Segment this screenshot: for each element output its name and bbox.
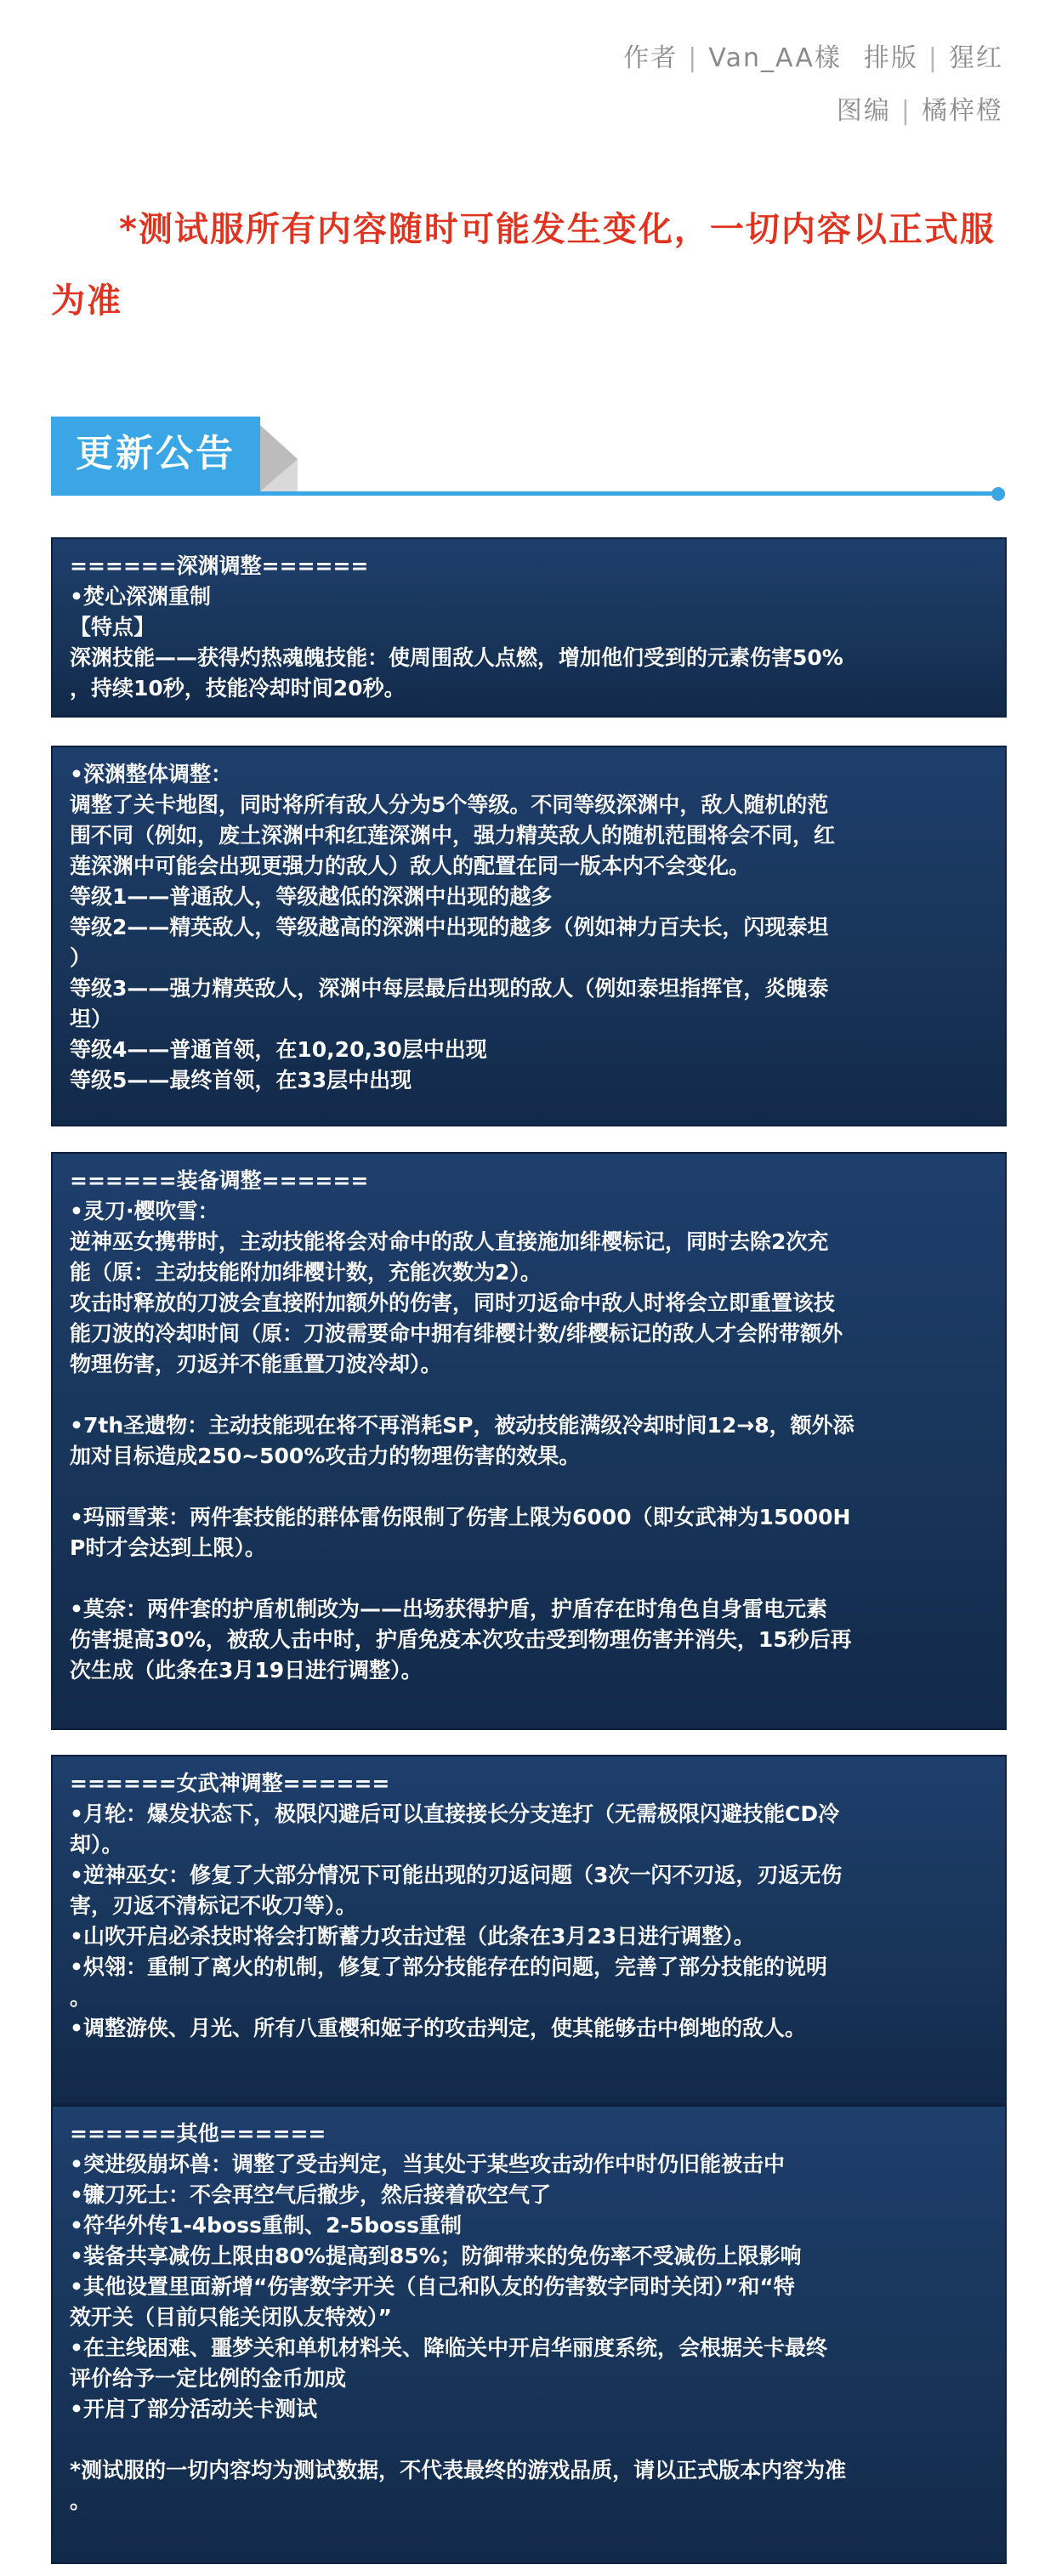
panel-line: •在主线困难、噩梦关和单机材料关、降临关中开启华丽度系统，会根据关卡最终 xyxy=(70,2335,827,2360)
panel-line: 评价给予一定比例的金币加成 xyxy=(70,2366,347,2391)
panel-line: 攻击时释放的刀波会直接附加额外的伤害，同时刃返命中敌人时将会立即重置该技 xyxy=(70,1291,836,1315)
panel-line: 调整了关卡地图，同时将所有敌人分为5个等级。不同等级深渊中，敌人随机的范 xyxy=(70,792,829,817)
panel-line: 次生成（此条在3月19日进行调整）。 xyxy=(70,1658,423,1682)
section-divider xyxy=(51,491,995,496)
panel-line: •焚心深渊重制 xyxy=(70,584,211,609)
panel-line: •深渊整体调整： xyxy=(70,762,232,786)
panel-line: 莲深渊中可能会出现更强力的敌人）敌人的配置在同一版本内不会变化。 xyxy=(70,854,751,878)
panel-line: 效开关（目前只能关闭队友特效）” xyxy=(70,2305,392,2329)
panel-line: 逆神巫女携带时，主动技能将会对命中的敌人直接施加绯樱标记，同时去除2次充 xyxy=(70,1229,829,1254)
panel-line: ，持续10秒，技能冷却时间20秒。 xyxy=(70,676,406,701)
section-title: 更新公告 xyxy=(51,417,260,491)
panel-line: •调整游侠、月光、所有八重樱和姬子的攻击判定，使其能够击中倒地的敌人。 xyxy=(70,2016,806,2040)
other-adjustment-panel xyxy=(51,2105,1007,2564)
valkyrie-adjustment-panel xyxy=(51,1755,1007,2105)
panel-line: •7th圣遗物：主动技能现在将不再消耗SP，被动技能满级冷却时间12→8，额外添 xyxy=(70,1413,854,1438)
test-server-notice: *测试服所有内容随时可能发生变化，一切内容以正式服为准 xyxy=(51,210,996,321)
abyss-adjustment-panel xyxy=(51,537,1007,718)
panel-line: ======深渊调整====== xyxy=(70,553,369,578)
panel-line: 等级3——强力精英敌人，深渊中每层最后出现的敌人（例如泰坦指挥官，炎魄泰 xyxy=(70,976,829,1001)
panel-line: 坦） xyxy=(70,1007,113,1031)
panel-line: 【特点】 xyxy=(70,615,156,639)
credit-separator: | xyxy=(688,43,699,73)
abyss-overall-panel xyxy=(51,746,1007,1126)
layout-label: 排版 xyxy=(863,43,918,73)
panel-line: 等级4——普通首领，在10,20,30层中出现 xyxy=(70,1037,487,1062)
panel-line: •逆神巫女：修复了大部分情况下可能出现的刃返问题（3次一闪不刃返，刃返无伤 xyxy=(70,1863,843,1887)
credits-line-1 xyxy=(623,32,1003,85)
blank-line xyxy=(70,1563,990,1594)
panel-line: 伤害提高30%，被敌人击中时，护盾免疫本次攻击受到物理伤害并消失，15秒后再 xyxy=(70,1627,852,1652)
panel-line: 。 xyxy=(70,2488,92,2513)
panel-line: *测试服的一切内容均为测试数据，不代表最终的游戏品质，请以正式版本内容为准 xyxy=(70,2458,847,2482)
panel-line: ） xyxy=(70,945,92,970)
panel-line: ======其他====== xyxy=(70,2121,326,2146)
tab-fold-decoration xyxy=(260,425,298,491)
panel-line: •开启了部分活动关卡测试 xyxy=(70,2397,317,2421)
image-editor-name: 橘梓橙 xyxy=(922,96,1003,126)
panel-line: •灵刀·樱吹雪： xyxy=(70,1199,219,1223)
panel-line: •莫奈：两件套的护盾机制改为——出场获得护盾，护盾存在时角色自身雷电元素 xyxy=(70,1597,827,1621)
image-label: 图编 xyxy=(836,96,891,126)
panel-line: 等级2——精英敌人，等级越高的深渊中出现的越多（例如神力百夫长，闪现泰坦 xyxy=(70,915,829,939)
panel-line: P时才会达到上限）。 xyxy=(70,1535,266,1560)
panel-line: 围不同（例如，废土深渊中和红莲深渊中，强力精英敌人的随机范围将会不同，红 xyxy=(70,823,836,848)
panel-line: 却）。 xyxy=(70,1832,123,1857)
blank-line xyxy=(70,1472,990,1502)
panel-line: •突进级崩坏兽：调整了受击判定，当其处于某些攻击动作中时仍旧能被击中 xyxy=(70,2152,785,2176)
panel-line: 害，刃返不清标记不收刀等）。 xyxy=(70,1893,357,1918)
credit-separator: | xyxy=(900,96,911,126)
panel-line: 物理伤害，刃返并不能重置刀波冷却）。 xyxy=(70,1352,442,1376)
panel-line: 深渊技能——获得灼热魂魄技能：使周围敌人点燃，增加他们受到的元素伤害50% xyxy=(70,645,843,670)
panel-line: 等级5——最终首领，在33层中出现 xyxy=(70,1068,412,1092)
layout-name: 猩红 xyxy=(949,43,1003,73)
author-name: Van_AA樣 xyxy=(708,43,842,73)
panel-line: 加对目标造成250~500%攻击力的物理伤害的效果。 xyxy=(70,1444,581,1468)
panel-line: •装备共享减伤上限由80%提高到85%；防御带来的免伤率不受减伤上限影响 xyxy=(70,2244,802,2268)
credits xyxy=(623,32,1003,138)
panel-line: •其他设置里面新增“伤害数字开关（自己和队友的伤害数字同时关闭）”和“特 xyxy=(70,2274,795,2299)
panel-line: •镰刀死士：不会再空气后撤步，然后接着砍空气了 xyxy=(70,2182,551,2207)
panel-line: 能（原：主动技能附加绯樱计数，充能次数为2）。 xyxy=(70,1260,542,1285)
panel-line: 。 xyxy=(70,1985,92,2010)
author-label: 作者 xyxy=(623,43,678,73)
blank-line xyxy=(70,2425,990,2455)
panel-line: •炽翎：重制了离火的机制，修复了部分技能存在的问题，完善了部分技能的说明 xyxy=(70,1955,827,1979)
panel-line: 能刀波的冷却时间（原：刀波需要命中拥有绯樱计数/绯樱标记的敌人才会附带额外 xyxy=(70,1321,843,1346)
panel-line: •符华外传1-4boss重制、2-5boss重制 xyxy=(70,2213,462,2238)
credits-line-2 xyxy=(623,85,1003,138)
panel-line: ======女武神调整====== xyxy=(70,1771,390,1796)
divider-dot xyxy=(991,487,1005,501)
blank-line xyxy=(70,1380,990,1410)
panel-line: •玛丽雪莱：两件套技能的群体雷伤限制了伤害上限为6000（即女武神为15000H xyxy=(70,1505,851,1529)
panel-line: •月轮：爆发状态下，极限闪避后可以直接接长分支连打（无需极限闪避技能CD冷 xyxy=(70,1801,840,1826)
panel-line: ======装备调整====== xyxy=(70,1168,369,1193)
section-header xyxy=(51,417,1007,510)
panel-line: •山吹开启必杀技时将会打断蓄力攻击过程（此条在3月23日进行调整）。 xyxy=(70,1924,755,1949)
credit-separator: | xyxy=(928,43,939,73)
equipment-adjustment-panel xyxy=(51,1152,1007,1730)
panel-line: 等级1——普通敌人，等级越低的深渊中出现的越多 xyxy=(70,884,553,909)
